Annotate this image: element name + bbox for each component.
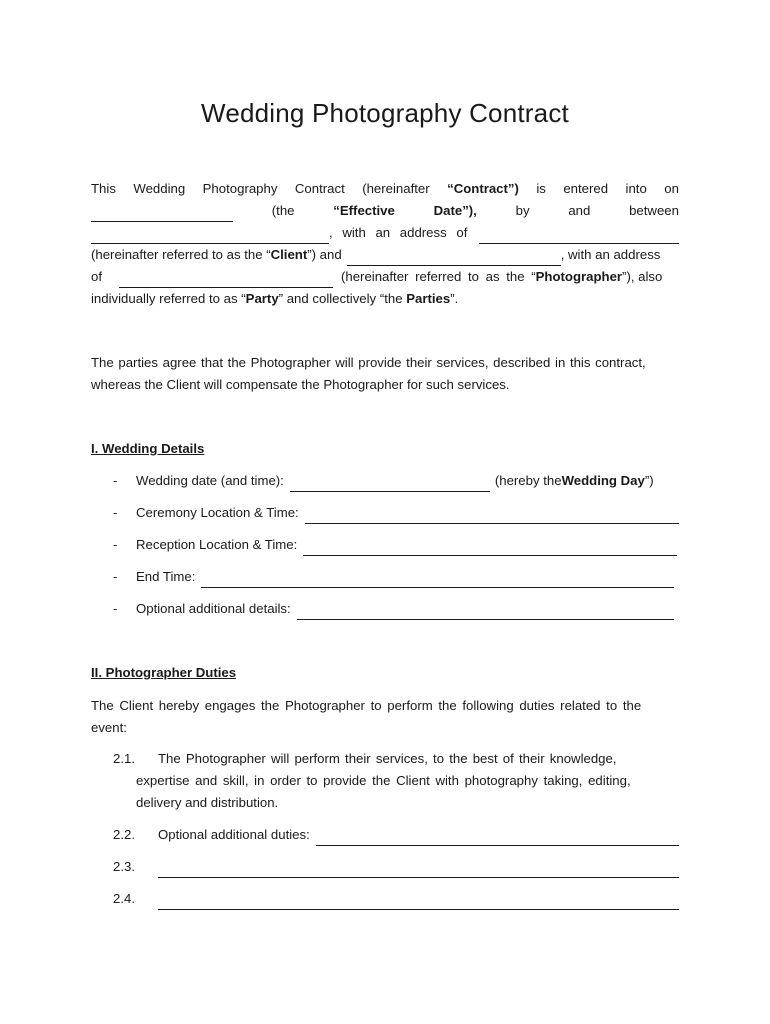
duty-2-3 [113,856,679,878]
intro-text: ”) and [307,247,342,262]
contract-term: “Contract”) [447,181,519,196]
section-2-heading: II. Photographer Duties [91,665,237,680]
date-term: Date”), [433,203,477,218]
client-name-field[interactable] [91,228,329,244]
intro-text: ”. [450,291,459,306]
bullet-dash: - [113,569,118,584]
intro-word: Photography [202,181,278,196]
duty-2-4 [113,888,679,910]
wedding-day-term: Wedding Day [561,473,645,488]
wedding-date-field[interactable] [290,476,490,492]
intro-text: individually referred to as “ [91,291,246,306]
document-title: Wedding Photography Contract [201,98,569,128]
intro-word: is [536,181,546,196]
duty-2-1-line-3: delivery and distribution. [136,795,279,810]
bullet-dash: - [113,473,118,488]
intro-word: between [629,203,679,218]
ceremony-label: Ceremony Location & Time: [136,505,299,520]
duty-2-4-field[interactable] [158,894,679,910]
duty-number: 2.4. [113,891,135,906]
intro-text: ” and collectively “the [278,291,407,306]
optional-duties-label: Optional additional duties: [158,827,310,842]
ceremony-field[interactable] [305,508,679,524]
wedding-day-text: (hereby the [494,473,562,488]
client-term: Client [270,247,308,262]
bullet-dash: - [113,601,118,616]
end-time-field[interactable] [201,572,674,588]
end-time-item [113,566,674,588]
wedding-date-item [113,470,673,492]
intro-word: on [664,181,679,196]
section-1-heading: I. Wedding Details [91,441,205,456]
additional-details-label: Optional additional details: [136,601,291,616]
intro-word: Wedding [133,181,186,196]
intro-word: This [91,181,116,196]
client-address-field[interactable] [479,228,679,244]
duties-intro-line-1: The Client hereby engages the Photographer to perform the following duties related to the [91,698,642,713]
reception-label: Reception Location & Time: [136,537,298,552]
duty-2-3-field[interactable] [158,862,679,878]
intro-text: , with an address of [329,225,468,240]
agreement-line-1: The parties agree that the Photographer will provide their services, described in this contract, [91,355,646,370]
parties-term: Parties [406,291,451,306]
wedding-day-text: ”) [644,473,654,488]
intro-text: , with an address [560,247,661,262]
duty-2-1 [113,748,679,770]
optional-duties-field[interactable] [316,830,679,846]
intro-line-4 [91,244,679,266]
duty-2-1-line-2: expertise and skill, in order to provide the Client with photography taking, editing, [136,773,631,788]
additional-details-field[interactable] [297,604,674,620]
end-time-label: End Time: [136,569,196,584]
intro-word: into [625,181,647,196]
intro-word: of [91,269,102,284]
intro-line-5 [91,266,679,288]
intro-word: and [568,203,591,218]
duty-2-2 [113,824,679,846]
intro-text: ”), also [622,269,663,284]
effective-date-field[interactable] [91,206,233,222]
intro-line-1 [91,178,679,200]
photographer-term: Photographer [535,269,623,284]
effective-term: “Effective [333,203,395,218]
duties-intro-line-2: event: [91,720,127,735]
duty-number: 2.3. [113,859,135,874]
intro-text: (hereinafter referred to as the “ [91,247,271,262]
duty-number: 2.1. [113,751,135,766]
agreement-line-2: whereas the Client will compensate the Photographer for such services. [91,377,510,392]
wedding-date-label: Wedding date (and time): [136,473,284,488]
duty-text: The Photographer will perform their services, to the best of their knowledge, [158,751,617,766]
additional-details-item [113,598,674,620]
intro-word: Contract [294,181,345,196]
bullet-dash: - [113,537,118,552]
reception-item [113,534,677,556]
intro-line-2 [91,200,679,222]
intro-text: (hereinafter referred to as the “ [341,269,536,284]
photographer-address-field[interactable] [119,272,333,288]
intro-word: (the [271,203,295,218]
intro-word: entered [563,181,609,196]
intro-word: by [515,203,530,218]
bullet-dash: - [113,505,118,520]
party-term: Party [245,291,279,306]
photographer-name-field[interactable] [347,250,561,266]
intro-line-3 [91,222,679,244]
intro-line-6 [91,288,679,310]
intro-word: (hereinafter [362,181,430,196]
duty-number: 2.2. [113,827,135,842]
reception-field[interactable] [303,540,677,556]
ceremony-item [113,502,679,524]
